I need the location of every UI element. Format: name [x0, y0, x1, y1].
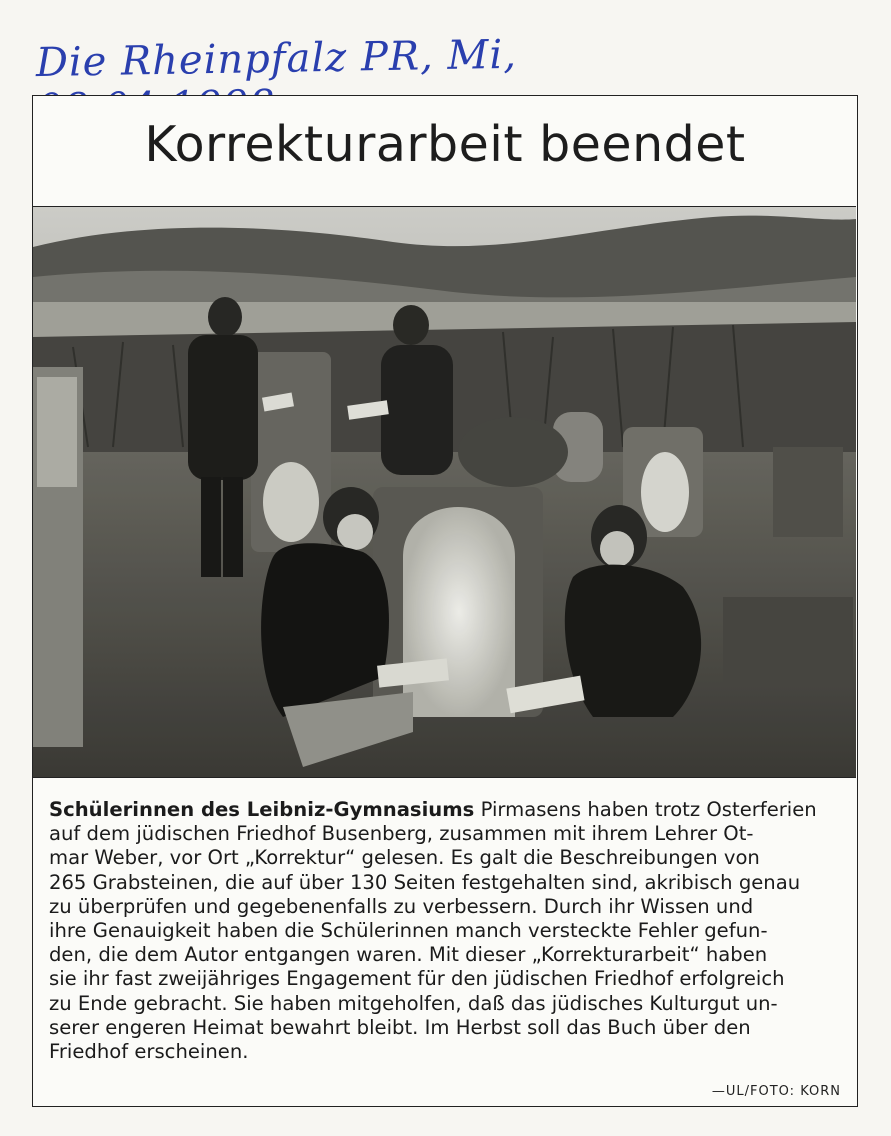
article-caption [49, 798, 849, 1064]
caption-line: den, die dem Autor entgangen waren. Mit dieser „Korrekturarbeit“ haben [49, 943, 768, 967]
article-photo [33, 206, 856, 778]
caption-line: ihre Genauigkeit haben die Schülerinnen manch versteckte Fehler gefun- [49, 919, 768, 943]
newspaper-clipping [32, 95, 858, 1107]
caption-lead: Schülerinnen des Leibniz-Gymnasiums [49, 798, 475, 821]
caption-line: serer engeren Heimat bewahrt bleibt. Im Herbst soll das Buch über den [49, 1015, 751, 1039]
caption-line: zu Ende gebracht. Sie haben mitgeholfen, daß das jüdisches Kulturgut un- [49, 991, 778, 1015]
caption-line: sie ihr fast zweijähriges Engagement für den jüdischen Friedhof erfolgreich [49, 967, 785, 991]
cemetery-photo-illustration [33, 207, 856, 777]
caption-line: auf dem jüdischen Friedhof Busenberg, zusammen mit ihrem Lehrer Ot- [49, 822, 754, 846]
caption-line: zu überprüfen und gegebenenfalls zu verbessern. Durch ihr Wissen und [49, 894, 754, 918]
caption-line: Friedhof erscheinen. [49, 1040, 249, 1064]
handwritten-date-note: Die Rheinpfalz PR, Mi, [35, 31, 518, 87]
article-headline: Korrekturarbeit beendet [144, 116, 746, 173]
caption-line: mar Weber, vor Ort „Korrektur“ gelesen. Es galt die Beschreibungen von [49, 846, 760, 870]
caption-line-1 [49, 798, 849, 822]
caption-text: Pirmasens haben trotz Osterferien [474, 798, 817, 821]
caption-line: 265 Grabsteinen, die auf über 130 Seiten festgehalten sind, akribisch genau [49, 870, 801, 894]
photo-credit: —UL/FOTO: KORN [711, 1084, 841, 1099]
